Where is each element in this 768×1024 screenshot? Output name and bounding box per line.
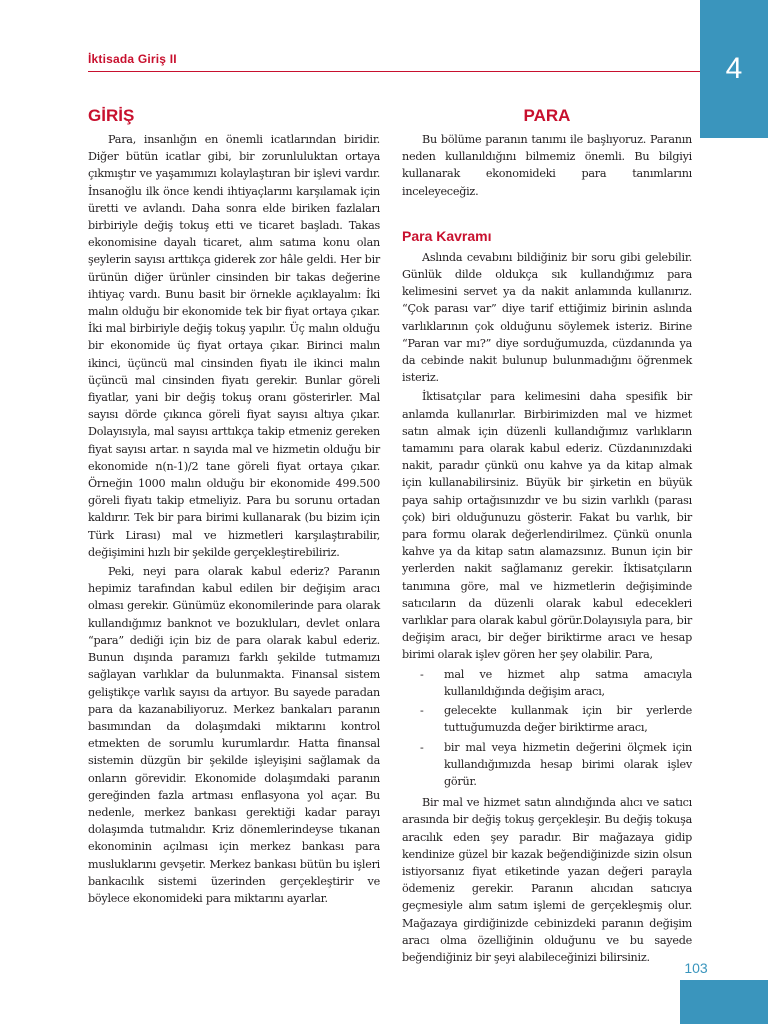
- body-paragraph: Aslında cevabını bildiğiniz bir soru gibi gelebilir. Günlük dilde oldukça sık kullandığımız para kelimesini servet ya da nakit anlamında kullanırız. “Çok parası var” diye tarif ettiğimiz birinin aslında varlıklarının çok olduğunu söylemek isteriz. Birine “Paran var mı?” diye sorduğumuzda, cüzdanında ya da cebinde nakit bulunup bulunmadığını öğrenmek isteriz.: [402, 250, 692, 385]
- list-item: [402, 666, 692, 700]
- dash-bullet: -: [420, 740, 424, 754]
- chapter-number-tab: 4: [700, 0, 768, 138]
- list-item-text: bir mal veya hizmetin değerini ölçmek için kullandığımızda hesap birimi olarak işlev görür.: [444, 740, 692, 788]
- page-number: 103: [684, 960, 708, 976]
- left-column: [88, 104, 380, 909]
- body-paragraph: Peki, neyi para olarak kabul ederiz? Paranın hepimiz tarafından kabul edilen bir değişim aracı olması gerekir. Günümüz ekonomilerinde para olarak kullandığımız banknot ve bozukluları, devlet onlara “para” dediği için biz de para olarak kabul ederiz. Bunun dışında paramızı farklı şekilde tutmamızı sağlayan varlıklar da bulunmakta. Finansal sistem geliştikçe varlık sayısı da artıyor. Bu sayede paradan para da kazanabiliyoruz. Merkez bankaları paranın basımından da dolaşımdaki miktarını kontrol etmekten de sorumlu kurumlardır. Hatta finansal sistemin düzgün bir şekilde işleyişini sağlamak da onların görevidir. Ekonomide dolaşımdaki paranın gereğinden fazla artması enflasyona yol açar. Bu nedenle, merkez bankası gerektiği kadar parayı dolaşımda tutmalıdır. Kriz dönemlerindeyse tıkanan ekonominin açılması için merkez bankası para musluklarını gevşetir. Merkez bankası bütün bu işleri bankacılık sistemi üzerinden gerçekleştirir ve böylece ekonomideki para miktarını ayarlar.: [88, 565, 380, 905]
- intro-paragraph: Bu bölüme paranın tanımı ile başlıyoruz. Paranın neden kullanıldığını bilmemiz önemli. Bu bilgiyi kullanarak ekonomideki para tanımlarını inceleyeceğiz.: [402, 133, 692, 198]
- right-column: [402, 104, 692, 968]
- dash-bullet: -: [420, 667, 424, 681]
- section-heading-para: PARA: [523, 106, 571, 125]
- header-rule: [88, 71, 700, 72]
- section-heading-giris: GİRİŞ: [88, 106, 135, 125]
- list-item: [402, 739, 692, 791]
- dash-bullet: -: [420, 704, 424, 718]
- list-item-text: gelecekte kullanmak için bir yerlerde tuttuğumuzda değer biriktirme aracı,: [444, 704, 692, 735]
- list-item-text: mal ve hizmet alıp satma amacıyla kullanıldığında değişim aracı,: [444, 667, 692, 698]
- body-paragraph: Para, insanlığın en önemli icatlarından biridir. Diğer bütün icatlar gibi, bir zorunluluktan ortaya çıkmıştır ve yaşamımızı kolaylaştıran bir işlevi vardır. İnsanoğlu ilk önce kendi ihtiyaçlarını karşılamak için üretti ve avlandı. Daha sonra elde biriken fazlaları birbiriyle değiş tokuş etti ve ticaret başladı. Takas ekonomisine dayalı ticaret, alım satıma konu olan şeylerin sayısı arttıkça giderek zor hâle geldi. Her bir ürünün diğer ürünler cinsinden bir takas değerine ihtiyaç vardı. Bunu basit bir örnekle açıklayalım: İki malın olduğu bir ekonomide tek bir fiyat ortaya çıkar. İki mal birbiriyle değiş tokuş yapılır. Üç malın olduğu bir ekonomide üç fiyat ortaya çıkar. Birinci malın ikinci, üçüncü mal cinsinden fiyatı ile ikinci malın üçüncü mal cinsinden fiyatı gerekir. Bunlar göreli fiyatlar, yani bir değiş tokuş oranı gösterirler. Mal sayısı dörde çıkınca göreli fiyat sayısı altıya çıkar. Dolayısıyla, mal sayısı arttıkça takip etmeniz gereken fiyat sayısı artar. n sayıda mal ve hizmetin olduğu bir ekonomide n(n-1)/2 tane göreli fiyat ortaya çıkar. Örneğin 1000 malın olduğu bir ekonomide 499.500 göreli fiyatı takip etmeliyiz. Para bu sorunu ortadan kaldırır. Tek bir para birimi kullanarak (bu bizim için Türk Lirası) mal ve hizmetleri karşılaştırabilir, değişimini hızlı bir şekilde gerçekleştirebiliriz.: [88, 133, 380, 559]
- footer-tab: [680, 980, 768, 1024]
- function-list: [402, 666, 692, 790]
- running-head-title: İktisada Giriş II: [88, 52, 177, 66]
- body-paragraph: İktisatçılar para kelimesini daha spesifik bir anlamda kullanırlar. Birbirimizden mal ve hizmet satın almak için düzenli kullandığımız varlıkların tamamını para olarak kabul ederiz. Cüzdanınızdaki nakit, paradır çünkü onu kahve ya da kitap almak için kullanabilirsiniz. Büyük bir şirketin en büyük paya sahip ortağısınızdır ve bu sizin varlıklı (parası çok) biri olduğunuzu gösterir. Fakat bu varlık, bir para formu olarak değerlendirilmez. Çünkü onunla kahve ya da kitap satın alamazsınız. Bunun için bir yerlerden nakit sağlamanız gerekir. İktisatçıların tanımına göre, mal ve hizmetlerin değişiminde satıcıların da düzenli olarak kabul edecekleri varlıklar para olarak kabul görür.Dolayısıyla para, bir değişim aracı, bir değer biriktirme aracı ve hesap birimi olarak işlev gören her şey olabilir. Para,: [402, 390, 692, 662]
- closing-paragraph: Bir mal ve hizmet satın alındığında alıcı ve satıcı arasında bir değiş tokuş gerçekleşir. Bu değiş tokuşa aracılık eden şey paradır. Bir mağazaya gidip kendinize güzel bir kazak beğendiğinizde sizin olsun istiyorsanız fiyat etiketinde yazan değeri parayla ödemeniz gerekir. Paranın alıcıdan satıcıya geçmesiyle alım satım işlemi de gerçekleşmiş olur. Mağazaya girdiğinizde cebinizdeki paranın değişim aracı olma özelliğinin olduğunu ve bu sayede beğendiğiniz bir şeyi alabileceğinizi bilirsiniz.: [402, 796, 692, 964]
- list-item: [402, 702, 692, 736]
- subheading-para-kavrami: Para Kavramı: [402, 227, 492, 244]
